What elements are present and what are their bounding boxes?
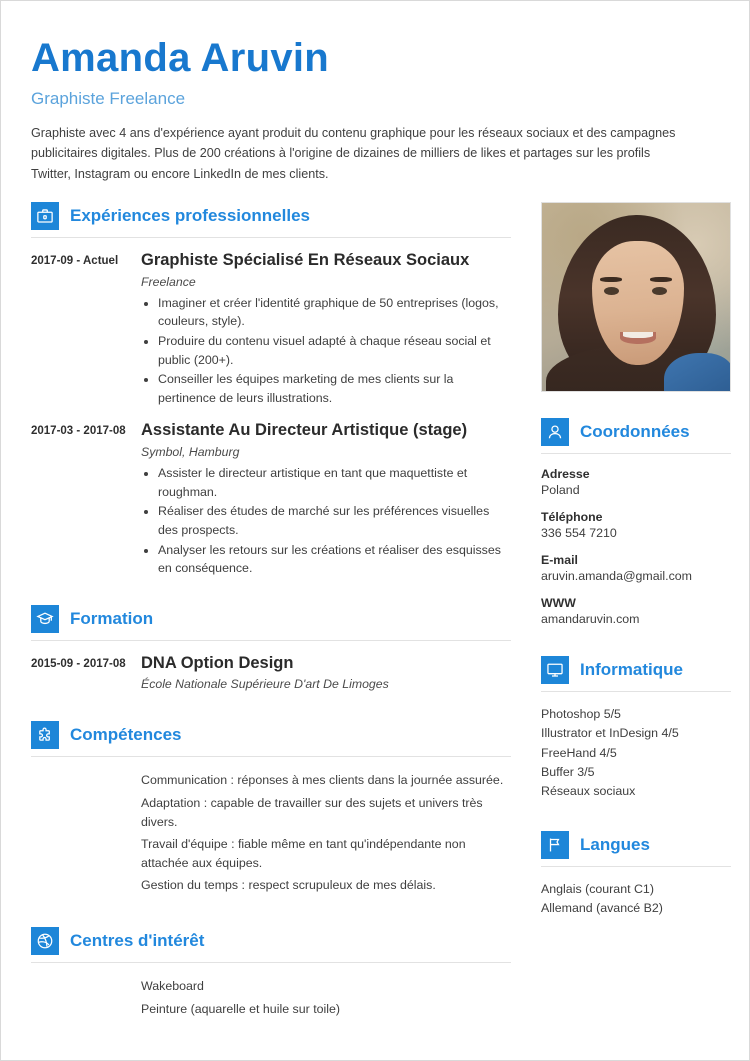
section-divider [541, 866, 731, 867]
section-divider [541, 453, 731, 454]
competence-item: Communication : réponses à mes clients dans la journée assurée. [141, 773, 504, 788]
contact-field [541, 553, 731, 583]
entry-subtitle: Freelance [141, 274, 196, 289]
section-informatique-title: Informatique [580, 660, 683, 680]
informatique-item: Réseaux sociaux [541, 784, 636, 799]
puzzle-piece-icon [31, 721, 59, 749]
section-experience-title: Expériences professionnelles [70, 206, 310, 226]
contact-value: Poland [541, 483, 580, 498]
entry-body [141, 250, 511, 408]
contact-label: E-mail [541, 553, 578, 568]
section-interets-title: Centres d'intérêt [70, 931, 205, 951]
contact-field [541, 510, 731, 540]
section-experience-header [31, 202, 511, 230]
bullet-item: • Produire du contenu visuel adapté à chaque réseau social et public (200+). [158, 332, 511, 369]
entry-bullet-list [141, 464, 511, 578]
section-langues-title: Langues [580, 835, 650, 855]
entry-date: 2017-09 - Actuel [31, 255, 119, 268]
entry-title: Graphiste Spécialisé En Réseaux Sociaux [141, 251, 470, 270]
competence-item: Adaptation : capable de travailler sur des sujets et univers très divers. [141, 795, 483, 829]
entry-date: 2015-09 - 2017-08 [31, 657, 126, 670]
section-divider [31, 756, 511, 757]
avatar [541, 202, 731, 392]
section-informatique-header [541, 656, 731, 684]
entry-title: DNA Option Design [141, 653, 294, 672]
langue-item: Anglais (courant C1) [541, 882, 654, 897]
entry-bullet-list [141, 294, 511, 408]
graduation-cap-icon [31, 605, 59, 633]
photo-eyebrow-left [600, 277, 622, 282]
section-coordonnees [541, 418, 731, 626]
photo-teeth [623, 332, 653, 338]
section-formation [31, 605, 511, 692]
section-formation-title: Formation [70, 608, 154, 628]
contact-label: Adresse [541, 467, 590, 482]
sidebar-column [541, 202, 731, 1022]
contact-field [541, 596, 731, 626]
candidate-job-title: Graphiste Freelance [31, 89, 186, 108]
resume-header [1, 1, 749, 184]
entry-subtitle: Symbol, Hamburg [141, 445, 240, 460]
competence-item: Gestion du temps : respect scrupuleux de mes délais. [141, 878, 436, 893]
entry-subtitle: École Nationale Supérieure D'art De Limoges [141, 677, 389, 692]
interets-list [141, 977, 511, 1018]
flag-icon [541, 831, 569, 859]
bullet-item: • Imaginer et créer l'identité graphique de 50 entreprises (logos, couleurs, style). [158, 294, 511, 331]
informatique-list [541, 705, 731, 801]
entry-title: Assistante Au Directeur Artistique (stage) [141, 421, 468, 440]
experience-entry [31, 250, 511, 408]
entry-body [141, 420, 511, 578]
candidate-summary: Graphiste avec 4 ans d'expérience ayant produit du contenu graphique pour les réseaux sociaux et des campagnes publicitaires digitales. Plus de 200 créations à l'origine de dizaines de milliers de likes et partages sur les profils Twitter, Instagram ou encore LinkedIn de mes clients. [31, 126, 676, 181]
informatique-item: Photoshop 5/5 [541, 707, 621, 722]
briefcase-icon [31, 202, 59, 230]
resume-columns [1, 184, 749, 1022]
section-coordonnees-title: Coordonnées [580, 422, 690, 442]
experience-entry [31, 420, 511, 578]
candidate-name: Amanda Aruvin [31, 36, 330, 80]
contact-label: Téléphone [541, 510, 603, 525]
photo-eyebrow-right [650, 277, 672, 282]
bullet-item: • Réaliser des études de marché sur les préférences visuelles des prospects. [158, 502, 511, 539]
contact-field [541, 467, 731, 497]
interet-item: Wakeboard [141, 979, 204, 994]
interet-item: Peinture (aquarelle et huile sur toile) [141, 1001, 341, 1016]
section-divider [31, 237, 511, 238]
section-interets-header [31, 927, 511, 955]
section-competences [31, 721, 511, 895]
contact-label: WWW [541, 596, 576, 611]
section-coordonnees-header [541, 418, 731, 446]
informatique-item: FreeHand 4/5 [541, 745, 617, 760]
contact-value-website[interactable]: amandaruvin.com [541, 612, 640, 627]
section-divider [541, 691, 731, 692]
langues-list [541, 880, 731, 918]
contact-value-email[interactable]: aruvin.amanda@gmail.com [541, 569, 693, 584]
section-divider [31, 962, 511, 963]
section-langues-header [541, 831, 731, 859]
bullet-item: • Conseiller les équipes marketing de mes clients sur la pertinence de leurs illustrations. [158, 370, 511, 407]
section-experience [31, 202, 511, 579]
section-competences-header [31, 721, 511, 749]
competence-item: Travail d'équipe : fiable même en tant qu'indépendante non attachée aux équipes. [141, 837, 466, 870]
informatique-item: Buffer 3/5 [541, 764, 595, 779]
section-formation-header [31, 605, 511, 633]
section-langues [541, 831, 731, 918]
bullet-item: • Assister le directeur artistique en tant que maquettiste et roughman. [158, 464, 511, 501]
langue-item: Allemand (avancé B2) [541, 901, 663, 916]
main-column [31, 202, 511, 1022]
dribbble-ball-icon [31, 927, 59, 955]
section-informatique [541, 656, 731, 801]
contact-value: 336 554 7210 [541, 526, 617, 541]
section-interets [31, 927, 511, 1018]
competences-list [141, 771, 511, 895]
bullet-item: • Analyser les retours sur les créations et réaliser des esquisses en conséquence. [158, 541, 511, 578]
entry-body [141, 653, 511, 692]
formation-entry [31, 653, 511, 692]
section-divider [31, 640, 511, 641]
informatique-item: Illustrator et InDesign 4/5 [541, 726, 679, 741]
section-competences-title: Compétences [70, 725, 182, 745]
entry-date: 2017-03 - 2017-08 [31, 425, 126, 438]
person-icon [541, 418, 569, 446]
monitor-icon [541, 656, 569, 684]
